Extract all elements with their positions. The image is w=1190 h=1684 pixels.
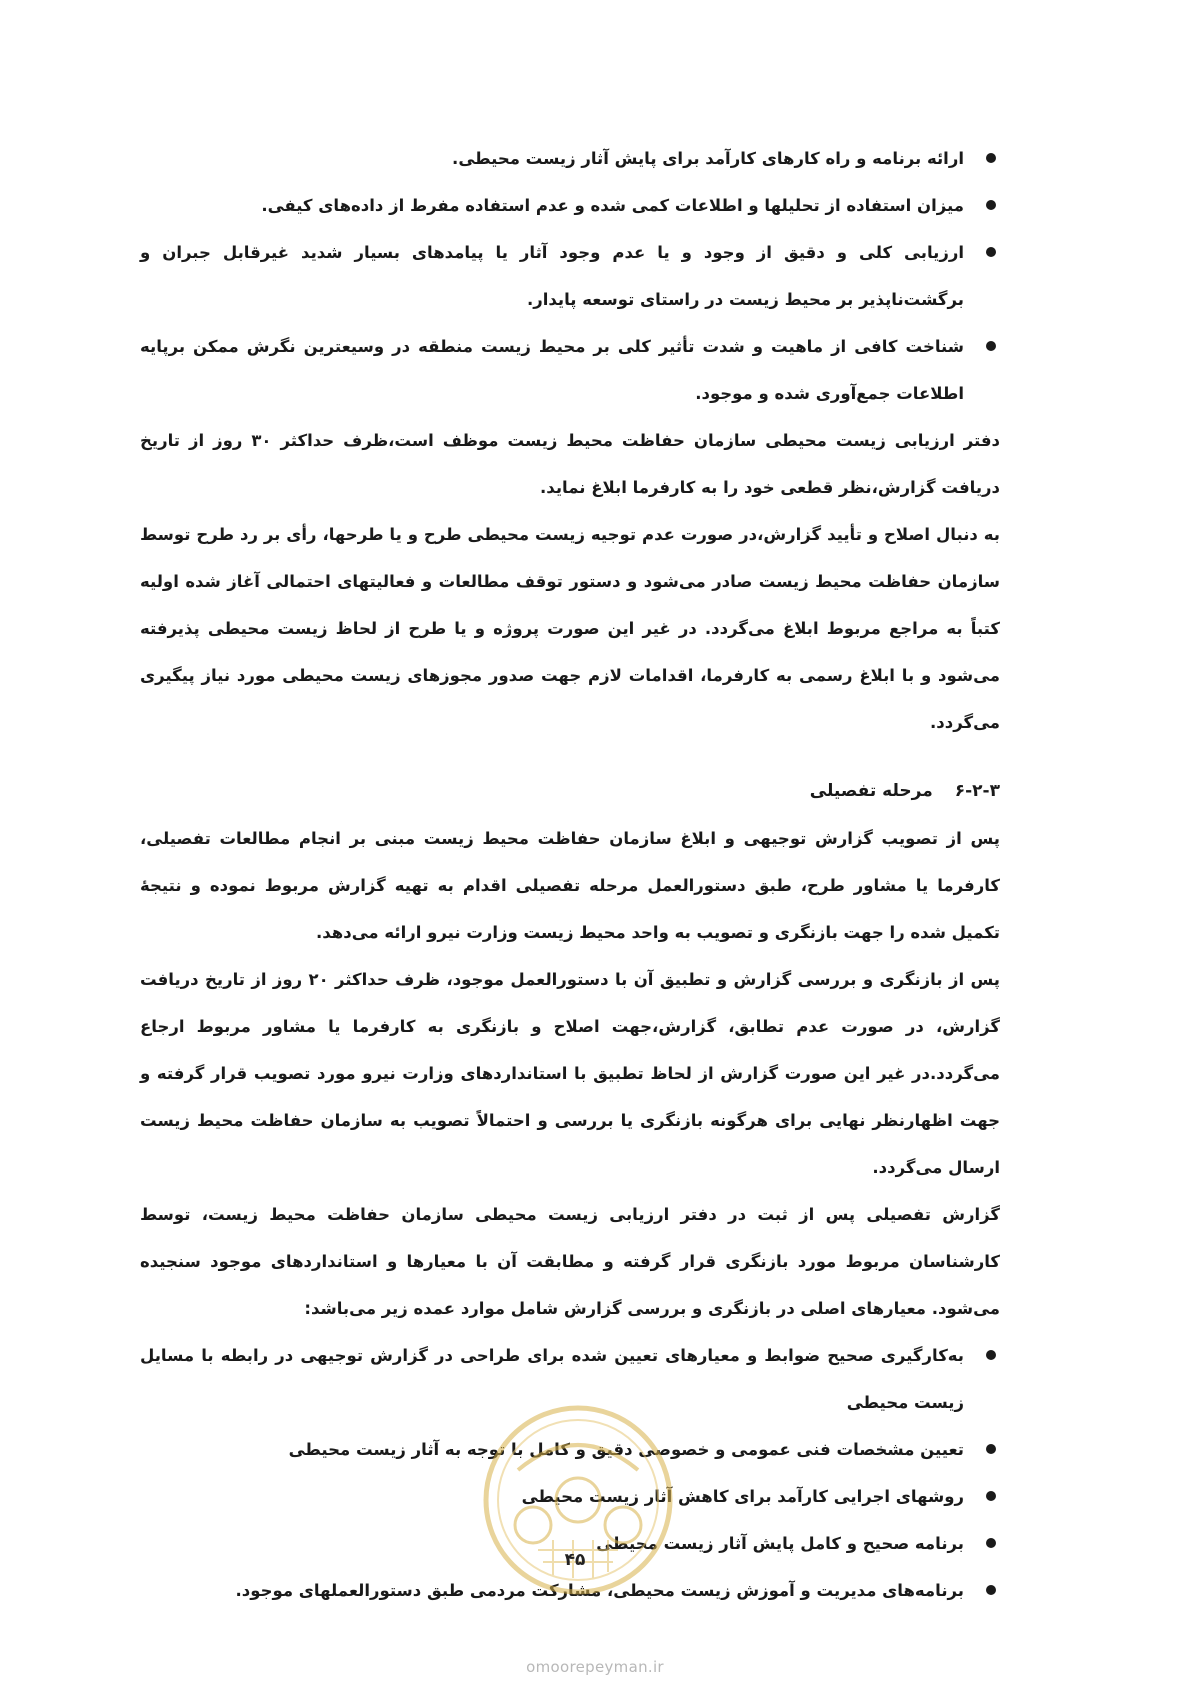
section-number: ۶-۲-۳ <box>954 781 1000 801</box>
paragraph: پس از بازنگری و بررسی گزارش و تطبیق آن با دستورالعمل موجود، ظرف حداکثر ۲۰ روز از تاریخ دریافت گزارش، در صورت عدم تطابق، گزارش،جهت اصلاح و بازنگری به کارفرما یا مشاور مربوط ارجاع می‌گردد.در غیر این صورت گزارش از لحاظ تطبیق با استانداردهای وزارت نیرو مورد تصویب قرار گرفته و جهت اظهارنظر نهایی برای هرگونه بازنگری یا بررسی و احتمالاً تصویب به سازمان حفاظت محیط زیست ارسال می‌گردد. <box>140 970 1000 1177</box>
list-item: برنامه‌های مدیریت و آموزش زیست محیطی، مشارکت مردمی طبق دستورالعملهای موجود. <box>140 1567 1000 1614</box>
list-item: به‌کارگیری صحیح ضوابط و معیارهای تعیین شده برای طراحی در گزارش توجیهی در رابطه با مسایل زیست محیطی <box>140 1332 1000 1426</box>
list-item: ارائه برنامه و راه کارهای کارآمد برای پایش آثار زیست محیطی. <box>140 135 1000 182</box>
list-item: میزان استفاده از تحلیلها و اطلاعات کمی شده و عدم استفاده مفرط از داده‌های کیفی. <box>140 182 1000 229</box>
paragraph: دفتر ارزیابی زیست محیطی سازمان حفاظت محیط زیست موظف است،ظرف حداکثر ۳۰ روز از تاریخ دریافت گزارش،نظر قطعی خود را به کارفرما ابلاغ نماید. <box>140 431 1000 497</box>
paragraph: پس از تصویب گزارش توجیهی و ابلاغ سازمان حفاظت محیط زیست مبنی بر انجام مطالعات تفصیلی، کارفرما یا مشاور طرح، طبق دستورالعمل مرحله تفصیلی اقدام به تهیه گزارش مربوط نموده و نتیجهٔ تکمیل شده را جهت بازنگری و تصویب به واحد محیط زیست وزارت نیرو ارائه می‌دهد. <box>140 829 1000 942</box>
list-item: روشهای اجرایی کارآمد برای کاهش آثار زیست محیطی <box>140 1473 1000 1520</box>
watermark-seal-icon <box>478 1400 678 1600</box>
document-body <box>140 135 1000 1614</box>
list-item: تعیین مشخصات فنی عمومی و خصوصی دقیق و کامل با توجه به آثار زیست محیطی <box>140 1426 1000 1473</box>
section-heading <box>140 768 1000 815</box>
list-item: شناخت کافی از ماهیت و شدت تأثیر کلی بر محیط زیست منطقه در وسیعترین نگرش ممکن برپایه اطلاعات جمع‌آوری شده و موجود. <box>140 323 1000 417</box>
list-item: ارزیابی کلی و دقیق از وجود و یا عدم وجود آثار یا پیامدهای بسیار شدید غیرقابل جبران و برگشت‌ناپذیر بر محیط زیست در راستای توسعه پایدار. <box>140 229 1000 323</box>
section-title: مرحله تفصیلی <box>809 781 933 801</box>
paragraph: به دنبال اصلاح و تأیید گزارش،در صورت عدم توجیه زیست محیطی طرح و یا طرحها، رأی بر رد طرح توسط سازمان حفاظت محیط زیست صادر می‌شود و دستور توقف مطالعات و فعالیتهای احتمالی آغاز شده اولیه کتباً به مراجع مربوط ابلاغ می‌گردد. در غیر این صورت پروژه و یا طرح از لحاظ زیست محیطی پذیرفته می‌شود و با ابلاغ رسمی به کارفرما، اقدامات لازم جهت صدور مجوزهای زیست محیطی مورد نیاز پیگیری می‌گردد. <box>140 525 1000 732</box>
site-watermark: omoorepeyman.ir <box>526 1658 664 1676</box>
page-number: ۴۵ <box>564 1550 586 1570</box>
paragraph: گزارش تفصیلی پس از ثبت در دفتر ارزیابی زیست محیطی سازمان حفاظت محیط زیست، توسط کارشناسان مربوط مورد بازنگری قرار گرفته و مطابقت آن با معیارها و استانداردهای موجود سنجیده می‌شود. معیارهای اصلی در بازنگری و بررسی گزارش شامل موارد عمده زیر می‌باشد: <box>140 1205 1000 1318</box>
list-item: برنامه صحیح و کامل پایش آثار زیست محیطی <box>140 1520 1000 1567</box>
bullet-list-criteria <box>140 135 1000 417</box>
